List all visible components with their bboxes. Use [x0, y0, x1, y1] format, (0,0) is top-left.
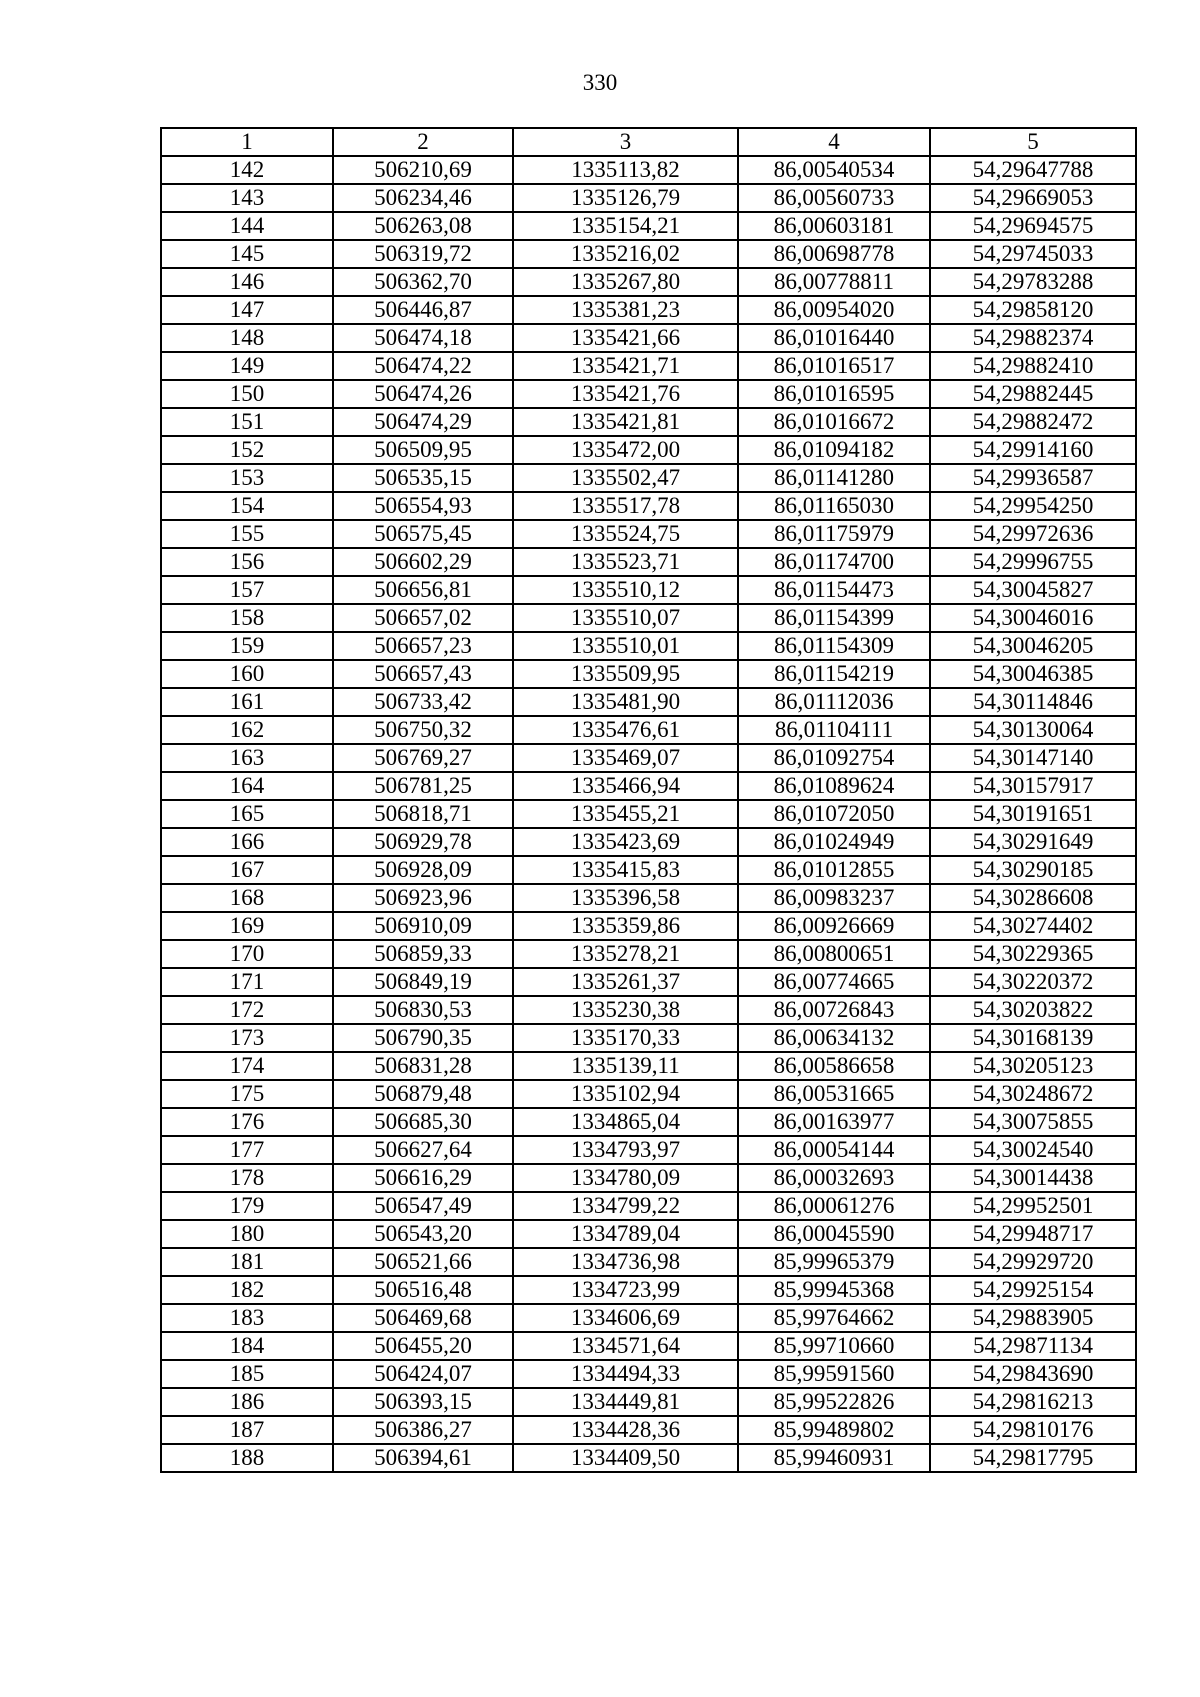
table-row [161, 1080, 1136, 1108]
x-coordinate-cell: 506602,29 [333, 548, 513, 576]
table-row [161, 688, 1136, 716]
table-row [161, 1360, 1136, 1388]
longitude-cell: 86,01112036 [738, 688, 930, 716]
point-number-cell: 154 [161, 492, 333, 520]
table-row [161, 604, 1136, 632]
point-number-cell: 160 [161, 660, 333, 688]
longitude-cell: 86,01094182 [738, 436, 930, 464]
longitude-cell: 86,00586658 [738, 1052, 930, 1080]
latitude-cell: 54,29694575 [930, 212, 1136, 240]
point-number-cell: 161 [161, 688, 333, 716]
point-number-cell: 175 [161, 1080, 333, 1108]
y-coordinate-cell: 1335502,47 [513, 464, 738, 492]
point-number-cell: 157 [161, 576, 333, 604]
latitude-cell: 54,29925154 [930, 1276, 1136, 1304]
point-number-cell: 178 [161, 1164, 333, 1192]
table-row [161, 800, 1136, 828]
table-row [161, 576, 1136, 604]
longitude-cell: 86,00774665 [738, 968, 930, 996]
point-number-cell: 156 [161, 548, 333, 576]
longitude-cell: 86,00634132 [738, 1024, 930, 1052]
point-number-cell: 142 [161, 156, 333, 184]
x-coordinate-cell: 506474,29 [333, 408, 513, 436]
latitude-cell: 54,30274402 [930, 912, 1136, 940]
table-row [161, 912, 1136, 940]
point-number-cell: 177 [161, 1136, 333, 1164]
point-number-cell: 152 [161, 436, 333, 464]
table-row [161, 772, 1136, 800]
table-body [161, 156, 1136, 1472]
point-number-cell: 170 [161, 940, 333, 968]
longitude-cell: 86,01016672 [738, 408, 930, 436]
column-header-2: 2 [333, 128, 513, 156]
point-number-cell: 183 [161, 1304, 333, 1332]
table-row [161, 1276, 1136, 1304]
latitude-cell: 54,29914160 [930, 436, 1136, 464]
latitude-cell: 54,29936587 [930, 464, 1136, 492]
point-number-cell: 147 [161, 296, 333, 324]
latitude-cell: 54,30075855 [930, 1108, 1136, 1136]
x-coordinate-cell: 506210,69 [333, 156, 513, 184]
latitude-cell: 54,29882472 [930, 408, 1136, 436]
point-number-cell: 167 [161, 856, 333, 884]
x-coordinate-cell: 506474,22 [333, 352, 513, 380]
point-number-cell: 163 [161, 744, 333, 772]
table-row [161, 352, 1136, 380]
latitude-cell: 54,30045827 [930, 576, 1136, 604]
point-number-cell: 180 [161, 1220, 333, 1248]
longitude-cell: 86,00054144 [738, 1136, 930, 1164]
point-number-cell: 171 [161, 968, 333, 996]
table-row [161, 324, 1136, 352]
y-coordinate-cell: 1335421,81 [513, 408, 738, 436]
latitude-cell: 54,29882374 [930, 324, 1136, 352]
column-header-3: 3 [513, 128, 738, 156]
table-row [161, 212, 1136, 240]
longitude-cell: 86,01175979 [738, 520, 930, 548]
y-coordinate-cell: 1335423,69 [513, 828, 738, 856]
table-row [161, 660, 1136, 688]
longitude-cell: 86,01104111 [738, 716, 930, 744]
y-coordinate-cell: 1335469,07 [513, 744, 738, 772]
x-coordinate-cell: 506910,09 [333, 912, 513, 940]
table-row [161, 268, 1136, 296]
y-coordinate-cell: 1335261,37 [513, 968, 738, 996]
y-coordinate-cell: 1335230,38 [513, 996, 738, 1024]
longitude-cell: 86,00954020 [738, 296, 930, 324]
table-row [161, 1192, 1136, 1220]
longitude-cell: 86,00778811 [738, 268, 930, 296]
x-coordinate-cell: 506859,33 [333, 940, 513, 968]
y-coordinate-cell: 1334736,98 [513, 1248, 738, 1276]
longitude-cell: 86,00531665 [738, 1080, 930, 1108]
longitude-cell: 85,99460931 [738, 1444, 930, 1472]
y-coordinate-cell: 1335421,71 [513, 352, 738, 380]
table-row [161, 492, 1136, 520]
table-row [161, 1332, 1136, 1360]
latitude-cell: 54,29843690 [930, 1360, 1136, 1388]
x-coordinate-cell: 506657,02 [333, 604, 513, 632]
table-row [161, 1416, 1136, 1444]
table-row [161, 1444, 1136, 1472]
point-number-cell: 173 [161, 1024, 333, 1052]
latitude-cell: 54,30220372 [930, 968, 1136, 996]
table-row [161, 1024, 1136, 1052]
table-row [161, 1108, 1136, 1136]
x-coordinate-cell: 506263,08 [333, 212, 513, 240]
table-row [161, 296, 1136, 324]
point-number-cell: 179 [161, 1192, 333, 1220]
latitude-cell: 54,29948717 [930, 1220, 1136, 1248]
longitude-cell: 86,00560733 [738, 184, 930, 212]
table-row [161, 184, 1136, 212]
longitude-cell: 86,01141280 [738, 464, 930, 492]
x-coordinate-cell: 506928,09 [333, 856, 513, 884]
point-number-cell: 168 [161, 884, 333, 912]
longitude-cell: 86,00726843 [738, 996, 930, 1024]
x-coordinate-cell: 506393,15 [333, 1388, 513, 1416]
point-number-cell: 143 [161, 184, 333, 212]
y-coordinate-cell: 1335481,90 [513, 688, 738, 716]
y-coordinate-cell: 1335170,33 [513, 1024, 738, 1052]
longitude-cell: 86,00926669 [738, 912, 930, 940]
y-coordinate-cell: 1335102,94 [513, 1080, 738, 1108]
point-number-cell: 176 [161, 1108, 333, 1136]
longitude-cell: 85,99522826 [738, 1388, 930, 1416]
x-coordinate-cell: 506509,95 [333, 436, 513, 464]
point-number-cell: 186 [161, 1388, 333, 1416]
point-number-cell: 185 [161, 1360, 333, 1388]
longitude-cell: 86,01154309 [738, 632, 930, 660]
latitude-cell: 54,30168139 [930, 1024, 1136, 1052]
latitude-cell: 54,29817795 [930, 1444, 1136, 1472]
x-coordinate-cell: 506455,20 [333, 1332, 513, 1360]
point-number-cell: 174 [161, 1052, 333, 1080]
latitude-cell: 54,30229365 [930, 940, 1136, 968]
longitude-cell: 86,01024949 [738, 828, 930, 856]
x-coordinate-cell: 506362,70 [333, 268, 513, 296]
longitude-cell: 86,01165030 [738, 492, 930, 520]
point-number-cell: 146 [161, 268, 333, 296]
longitude-cell: 85,99591560 [738, 1360, 930, 1388]
table-row [161, 716, 1136, 744]
x-coordinate-cell: 506769,27 [333, 744, 513, 772]
point-number-cell: 165 [161, 800, 333, 828]
y-coordinate-cell: 1335455,21 [513, 800, 738, 828]
y-coordinate-cell: 1335510,07 [513, 604, 738, 632]
table-row [161, 1388, 1136, 1416]
x-coordinate-cell: 506781,25 [333, 772, 513, 800]
table-header [161, 128, 1136, 156]
y-coordinate-cell: 1335510,01 [513, 632, 738, 660]
longitude-cell: 86,01016440 [738, 324, 930, 352]
table-row [161, 856, 1136, 884]
longitude-cell: 86,00163977 [738, 1108, 930, 1136]
x-coordinate-cell: 506474,26 [333, 380, 513, 408]
table-row [161, 1136, 1136, 1164]
point-number-cell: 144 [161, 212, 333, 240]
point-number-cell: 148 [161, 324, 333, 352]
x-coordinate-cell: 506790,35 [333, 1024, 513, 1052]
y-coordinate-cell: 1335113,82 [513, 156, 738, 184]
point-number-cell: 181 [161, 1248, 333, 1276]
latitude-cell: 54,30203822 [930, 996, 1136, 1024]
table-row [161, 828, 1136, 856]
column-header-1: 1 [161, 128, 333, 156]
y-coordinate-cell: 1334723,99 [513, 1276, 738, 1304]
x-coordinate-cell: 506733,42 [333, 688, 513, 716]
x-coordinate-cell: 506424,07 [333, 1360, 513, 1388]
y-coordinate-cell: 1334571,64 [513, 1332, 738, 1360]
latitude-cell: 54,29816213 [930, 1388, 1136, 1416]
y-coordinate-cell: 1335216,02 [513, 240, 738, 268]
latitude-cell: 54,29952501 [930, 1192, 1136, 1220]
latitude-cell: 54,30046385 [930, 660, 1136, 688]
latitude-cell: 54,29783288 [930, 268, 1136, 296]
table-row [161, 1052, 1136, 1080]
x-coordinate-cell: 506547,49 [333, 1192, 513, 1220]
y-coordinate-cell: 1335421,66 [513, 324, 738, 352]
latitude-cell: 54,30286608 [930, 884, 1136, 912]
latitude-cell: 54,30291649 [930, 828, 1136, 856]
y-coordinate-cell: 1335517,78 [513, 492, 738, 520]
y-coordinate-cell: 1335154,21 [513, 212, 738, 240]
latitude-cell: 54,30290185 [930, 856, 1136, 884]
y-coordinate-cell: 1335267,80 [513, 268, 738, 296]
latitude-cell: 54,30191651 [930, 800, 1136, 828]
x-coordinate-cell: 506535,15 [333, 464, 513, 492]
column-header-5: 5 [930, 128, 1136, 156]
longitude-cell: 86,01154399 [738, 604, 930, 632]
latitude-cell: 54,30014438 [930, 1164, 1136, 1192]
table-row [161, 996, 1136, 1024]
table-row [161, 548, 1136, 576]
table-row [161, 240, 1136, 268]
longitude-cell: 86,01174700 [738, 548, 930, 576]
longitude-cell: 86,01092754 [738, 744, 930, 772]
y-coordinate-cell: 1335524,75 [513, 520, 738, 548]
longitude-cell: 86,01016595 [738, 380, 930, 408]
point-number-cell: 153 [161, 464, 333, 492]
coordinates-table [160, 127, 1137, 1473]
x-coordinate-cell: 506750,32 [333, 716, 513, 744]
y-coordinate-cell: 1335381,23 [513, 296, 738, 324]
table-row [161, 380, 1136, 408]
latitude-cell: 54,30248672 [930, 1080, 1136, 1108]
table-row [161, 464, 1136, 492]
x-coordinate-cell: 506521,66 [333, 1248, 513, 1276]
latitude-cell: 54,30114846 [930, 688, 1136, 716]
y-coordinate-cell: 1334865,04 [513, 1108, 738, 1136]
latitude-cell: 54,29669053 [930, 184, 1136, 212]
table-row [161, 1220, 1136, 1248]
longitude-cell: 86,01154473 [738, 576, 930, 604]
y-coordinate-cell: 1334793,97 [513, 1136, 738, 1164]
point-number-cell: 162 [161, 716, 333, 744]
point-number-cell: 164 [161, 772, 333, 800]
latitude-cell: 54,29954250 [930, 492, 1136, 520]
table-row [161, 436, 1136, 464]
latitude-cell: 54,30046016 [930, 604, 1136, 632]
table-row [161, 968, 1136, 996]
x-coordinate-cell: 506319,72 [333, 240, 513, 268]
longitude-cell: 85,99710660 [738, 1332, 930, 1360]
latitude-cell: 54,29647788 [930, 156, 1136, 184]
x-coordinate-cell: 506469,68 [333, 1304, 513, 1332]
latitude-cell: 54,29929720 [930, 1248, 1136, 1276]
x-coordinate-cell: 506831,28 [333, 1052, 513, 1080]
y-coordinate-cell: 1334606,69 [513, 1304, 738, 1332]
y-coordinate-cell: 1335476,61 [513, 716, 738, 744]
latitude-cell: 54,30046205 [930, 632, 1136, 660]
header-row [161, 128, 1136, 156]
latitude-cell: 54,30024540 [930, 1136, 1136, 1164]
point-number-cell: 158 [161, 604, 333, 632]
y-coordinate-cell: 1334409,50 [513, 1444, 738, 1472]
y-coordinate-cell: 1335126,79 [513, 184, 738, 212]
longitude-cell: 86,00698778 [738, 240, 930, 268]
point-number-cell: 188 [161, 1444, 333, 1472]
y-coordinate-cell: 1334428,36 [513, 1416, 738, 1444]
table-row [161, 408, 1136, 436]
x-coordinate-cell: 506386,27 [333, 1416, 513, 1444]
y-coordinate-cell: 1334494,33 [513, 1360, 738, 1388]
table-row [161, 1164, 1136, 1192]
longitude-cell: 86,01016517 [738, 352, 930, 380]
y-coordinate-cell: 1334780,09 [513, 1164, 738, 1192]
longitude-cell: 85,99489802 [738, 1416, 930, 1444]
x-coordinate-cell: 506394,61 [333, 1444, 513, 1472]
longitude-cell: 86,01072050 [738, 800, 930, 828]
y-coordinate-cell: 1335509,95 [513, 660, 738, 688]
longitude-cell: 86,01154219 [738, 660, 930, 688]
x-coordinate-cell: 506446,87 [333, 296, 513, 324]
y-coordinate-cell: 1334799,22 [513, 1192, 738, 1220]
longitude-cell: 86,01089624 [738, 772, 930, 800]
y-coordinate-cell: 1335278,21 [513, 940, 738, 968]
latitude-cell: 54,30147140 [930, 744, 1136, 772]
latitude-cell: 54,29858120 [930, 296, 1136, 324]
x-coordinate-cell: 506830,53 [333, 996, 513, 1024]
table-row [161, 520, 1136, 548]
table-row [161, 632, 1136, 660]
y-coordinate-cell: 1335139,11 [513, 1052, 738, 1080]
latitude-cell: 54,29996755 [930, 548, 1136, 576]
longitude-cell: 86,00540534 [738, 156, 930, 184]
longitude-cell: 86,00061276 [738, 1192, 930, 1220]
y-coordinate-cell: 1335466,94 [513, 772, 738, 800]
table-row [161, 884, 1136, 912]
x-coordinate-cell: 506554,93 [333, 492, 513, 520]
table-row [161, 1248, 1136, 1276]
x-coordinate-cell: 506234,46 [333, 184, 513, 212]
table-row [161, 156, 1136, 184]
x-coordinate-cell: 506657,23 [333, 632, 513, 660]
y-coordinate-cell: 1335472,00 [513, 436, 738, 464]
latitude-cell: 54,30130064 [930, 716, 1136, 744]
x-coordinate-cell: 506657,43 [333, 660, 513, 688]
latitude-cell: 54,29810176 [930, 1416, 1136, 1444]
y-coordinate-cell: 1335523,71 [513, 548, 738, 576]
point-number-cell: 149 [161, 352, 333, 380]
table-row [161, 1304, 1136, 1332]
longitude-cell: 86,00603181 [738, 212, 930, 240]
point-number-cell: 151 [161, 408, 333, 436]
y-coordinate-cell: 1335415,83 [513, 856, 738, 884]
point-number-cell: 145 [161, 240, 333, 268]
table-row [161, 744, 1136, 772]
y-coordinate-cell: 1335510,12 [513, 576, 738, 604]
latitude-cell: 54,29882445 [930, 380, 1136, 408]
latitude-cell: 54,29972636 [930, 520, 1136, 548]
x-coordinate-cell: 506575,45 [333, 520, 513, 548]
x-coordinate-cell: 506516,48 [333, 1276, 513, 1304]
point-number-cell: 187 [161, 1416, 333, 1444]
x-coordinate-cell: 506543,20 [333, 1220, 513, 1248]
x-coordinate-cell: 506929,78 [333, 828, 513, 856]
x-coordinate-cell: 506879,48 [333, 1080, 513, 1108]
longitude-cell: 85,99945368 [738, 1276, 930, 1304]
x-coordinate-cell: 506474,18 [333, 324, 513, 352]
y-coordinate-cell: 1335396,58 [513, 884, 738, 912]
page-number: 330 [582, 70, 618, 95]
point-number-cell: 166 [161, 828, 333, 856]
x-coordinate-cell: 506685,30 [333, 1108, 513, 1136]
x-coordinate-cell: 506656,81 [333, 576, 513, 604]
longitude-cell: 85,99764662 [738, 1304, 930, 1332]
latitude-cell: 54,29883905 [930, 1304, 1136, 1332]
latitude-cell: 54,29745033 [930, 240, 1136, 268]
point-number-cell: 169 [161, 912, 333, 940]
point-number-cell: 172 [161, 996, 333, 1024]
x-coordinate-cell: 506627,64 [333, 1136, 513, 1164]
y-coordinate-cell: 1334789,04 [513, 1220, 738, 1248]
x-coordinate-cell: 506818,71 [333, 800, 513, 828]
table-row [161, 940, 1136, 968]
latitude-cell: 54,30205123 [930, 1052, 1136, 1080]
latitude-cell: 54,30157917 [930, 772, 1136, 800]
latitude-cell: 54,29882410 [930, 352, 1136, 380]
longitude-cell: 86,00045590 [738, 1220, 930, 1248]
point-number-cell: 155 [161, 520, 333, 548]
longitude-cell: 86,00032693 [738, 1164, 930, 1192]
y-coordinate-cell: 1334449,81 [513, 1388, 738, 1416]
point-number-cell: 159 [161, 632, 333, 660]
point-number-cell: 150 [161, 380, 333, 408]
point-number-cell: 182 [161, 1276, 333, 1304]
x-coordinate-cell: 506849,19 [333, 968, 513, 996]
column-header-4: 4 [738, 128, 930, 156]
x-coordinate-cell: 506923,96 [333, 884, 513, 912]
y-coordinate-cell: 1335421,76 [513, 380, 738, 408]
point-number-cell: 184 [161, 1332, 333, 1360]
longitude-cell: 86,01012855 [738, 856, 930, 884]
x-coordinate-cell: 506616,29 [333, 1164, 513, 1192]
longitude-cell: 86,00983237 [738, 884, 930, 912]
longitude-cell: 86,00800651 [738, 940, 930, 968]
longitude-cell: 85,99965379 [738, 1248, 930, 1276]
y-coordinate-cell: 1335359,86 [513, 912, 738, 940]
latitude-cell: 54,29871134 [930, 1332, 1136, 1360]
